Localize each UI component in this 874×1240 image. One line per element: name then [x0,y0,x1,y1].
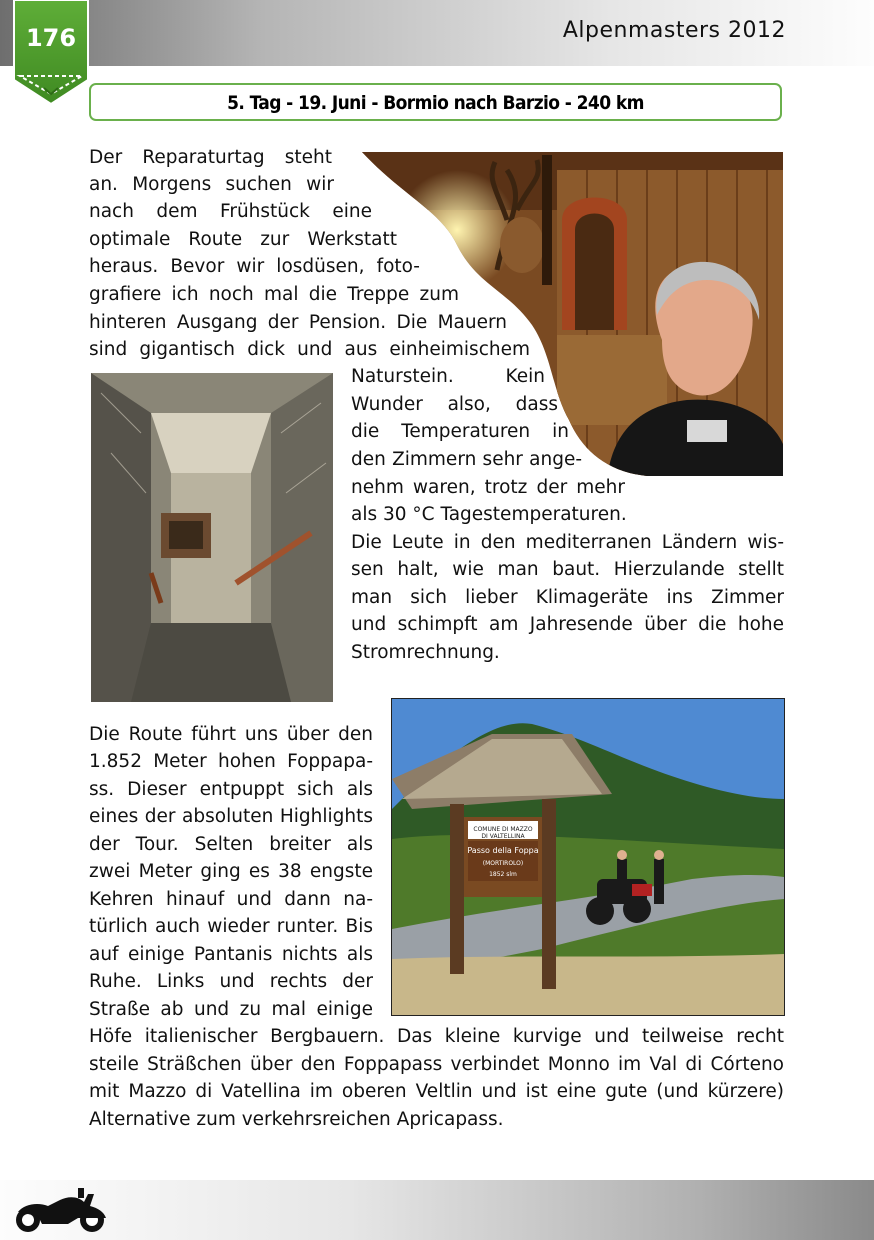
body-line: den Zimmern sehr ange- [351,449,582,470]
body-line: grafiere ich noch mal die Treppe zum [89,284,459,305]
body-line: steile Sträßchen über den Foppapass verbindet Monno im Val di Córteno [89,1054,784,1075]
body-line: 1.852 Meter hohen Foppapa- [89,751,373,772]
body-line: Die Route führt uns über den [89,724,373,745]
sign-line-1: COMUNE DI MAZZO [473,826,533,833]
body-line: Die Leute in den mediterranen Ländern wis- [351,532,784,553]
sign-line-4: (MORTIROLO) [482,860,524,867]
body-line: türlich auch wieder runter. Bis [89,916,373,937]
body-line: Naturstein. Kein [351,366,545,387]
body-line: optimale Route zur Werkstatt [89,229,397,250]
body-line: Alternative zum verkehrsreichen Apricapass. [89,1109,504,1130]
body-line: sen halt, wie man baut. Hierzulande stellt [351,559,784,580]
body-line: der Tour. Selten breiter als [89,834,373,855]
body-line: und schimpft am Jahresende über die hohe [351,614,784,635]
sign-line-3: Passo della Foppa [467,846,539,855]
body-line: hinteren Ausgang der Pension. Die Mauern [89,312,507,333]
chapter-title-box [89,83,782,121]
sign-line-2: DI VALTELLINA [481,833,525,840]
sign-line-5: 1852 slm [489,871,517,878]
body-line: zwei Meter ging es 38 engste [89,861,373,882]
publication-title: Alpenmasters 2012 [562,18,786,43]
body-line: Der Reparaturtag steht [89,147,332,168]
body-line: ss. Dieser entpuppt sich als [89,779,373,800]
body-line: nehm waren, trotz der mehr [351,477,625,498]
body-line: Ruhe. Links und rechts der [89,971,373,992]
body-line: heraus. Bevor wir losdüsen, foto- [89,256,420,277]
body-line: an. Morgens suchen wir [89,174,334,195]
body-line: eines der absoluten Highlights [89,806,373,827]
motorcycle-icon [8,1186,110,1234]
page-number: 176 [25,24,77,52]
body-line: Kehren hinauf und dann na- [89,889,373,910]
body-line: als 30 °C Tagestemperaturen. [351,504,627,525]
staircase-photo [91,373,333,702]
foppa-pass-photo [391,698,785,1016]
body-line: mit Mazzo di Vatellina im oberen Veltlin und ist eine gute (und kürzere) [89,1081,784,1102]
body-line: Stromrechnung. [351,642,500,663]
body-line: man sich lieber Klimageräte ins Zimmer [351,587,784,608]
chapter-title: 5. Tag - 19. Juni - Bormio nach Barzio - 240 km [227,92,644,114]
body-line: Straße ab und zu mal einige [89,999,373,1020]
footer-bar [0,1180,874,1240]
body-line: auf einige Pantanis nichts als [89,944,373,965]
body-line: sind gigantisch dick und aus einheimischem [89,339,530,360]
body-line: Wunder also, dass [351,394,558,415]
page-tab [12,0,90,104]
body-line: Höfe italienischer Bergbauern. Das kleine kurvige und teilweise recht [89,1026,784,1047]
body-line: nach dem Frühstück eine [89,201,372,222]
body-line: die Temperaturen in [351,421,569,442]
